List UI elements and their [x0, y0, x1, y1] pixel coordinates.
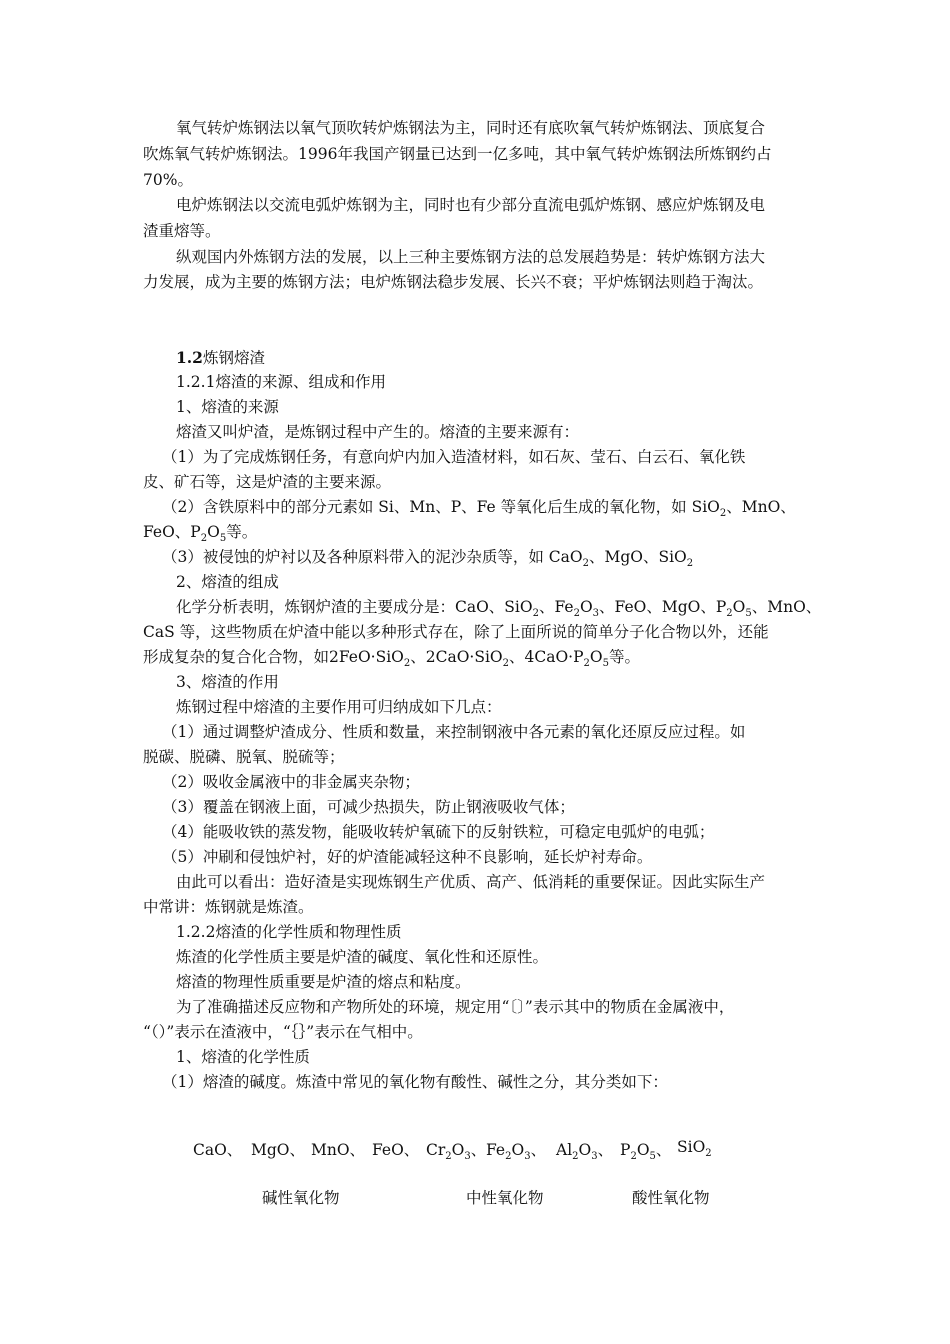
text-run: O [451, 1141, 465, 1159]
paragraph-line: CaS 等，这些物质在炉渣中能以多种形式存在，除了上面所说的简单分子化合物以外，还能 [143, 623, 769, 641]
list-item: （3）覆盖在钢液上面，可减少热损失，防止钢液吸收气体； [162, 798, 575, 816]
list-item [162, 545, 693, 570]
text-run: O [511, 1141, 525, 1159]
list-item [162, 495, 796, 520]
paragraph-line: 70%。 [143, 171, 193, 189]
paragraph-line: 吹炼氧气转炉炼钢法。1996年我国产钢量已达到一亿多吨，其中氧气转炉炼钢法所炼钢约占 [143, 145, 772, 163]
list-item-continued [143, 520, 257, 545]
label-neutral-oxides: 中性氧化物 [466, 1189, 544, 1207]
subsection-heading-1-2-2: 1.2.2熔渣的化学性质和物理性质 [176, 923, 402, 941]
subscript: 2 [572, 1151, 579, 1162]
heading-chemical-properties: 1、熔渣的化学性质 [176, 1048, 310, 1066]
subscript: 2 [630, 1151, 637, 1162]
paragraph-line: 由此可以看出：造好渣是实现炼钢生产优质、高产、低消耗的重要保证。因此实际生产 [176, 873, 766, 891]
subscript: 3 [524, 1151, 531, 1162]
paragraph-line: 电炉炼钢法以交流电弧炉炼钢为主，同时也有少部分直流电弧炉炼钢、感应炉炼钢及电 [176, 196, 766, 214]
text-run: Al [556, 1141, 573, 1159]
list-item: （1）通过调整炉渣成分、性质和数量，来控制钢液中各元素的氧化还原反应过程。如 [162, 723, 746, 741]
subscript: 2 [200, 533, 208, 544]
text-run: O [589, 648, 603, 666]
text-run: （2）含铁原料中的部分元素如 Si、Mn、P、Fe 等氧化后生成的氧化物，如 SiO [162, 498, 720, 516]
label-basic-oxides: 碱性氧化物 [262, 1189, 340, 1207]
list-item: （2）吸收金属液中的非金属夹杂物； [162, 773, 420, 791]
subscript: 2 [705, 1148, 712, 1159]
paragraph-line: 为了准确描述反应物和产物所处的环境，规定用“〔〕”表示其中的物质在金属液中， [176, 998, 735, 1016]
section-number: 1.2 [176, 348, 203, 367]
paragraph-line: 氧气转炉炼钢法以氧气顶吹转炉炼钢法为主，同时还有底吹氧气转炉炼钢法、顶底复合 [176, 119, 766, 137]
text-run: 、Fe [538, 598, 574, 616]
subscript: 2 [573, 608, 580, 619]
subscript: 3 [464, 1151, 471, 1162]
text-run: Cr [426, 1141, 446, 1159]
paragraph-line: “（）”表示在渣液中，“｛｝”表示在气相中。 [143, 1023, 423, 1041]
subscript: 2 [505, 1151, 512, 1162]
subscript: 3 [591, 1151, 598, 1162]
text-run: 、 [655, 1141, 672, 1159]
subscript: 2 [403, 658, 411, 669]
oxide-fe2o3 [486, 1138, 546, 1160]
section-title: 炼钢熔渣 [202, 349, 265, 367]
list-item: （4）能吸收铁的蒸发物，能吸收转炉氧硫下的反射铁粒，可稳定电弧炉的电弧； [162, 823, 715, 841]
oxide-cr2o3 [426, 1138, 486, 1160]
text-run: 、 [530, 1141, 547, 1159]
text-run: SiO [677, 1138, 706, 1156]
oxide-sio2 [677, 1138, 712, 1159]
subscript: 2 [719, 508, 727, 519]
oxide-p2o5 [620, 1138, 671, 1160]
text-run: 、 [597, 1141, 614, 1159]
subscript: 2 [445, 1151, 452, 1162]
subscript: 2 [583, 658, 590, 669]
text-run: FeO、P [143, 523, 201, 541]
paragraph-line: 熔渣的物理性质重要是炉渣的熔点和粘度。 [176, 973, 471, 991]
heading-slag-function: 3、熔渣的作用 [176, 673, 279, 691]
list-item: （5）冲刷和侵蚀炉衬，好的炉渣能减轻这种不良影响，延长炉衬寿命。 [162, 848, 653, 866]
heading-slag-source: 1、熔渣的来源 [176, 398, 279, 416]
oxide-mno: MnO、 [311, 1141, 366, 1159]
text-run: O [578, 1141, 592, 1159]
list-item: （1）为了完成炼钢任务，有意向炉内加入造渣材料，如石灰、莹石、白云石、氧化铁 [162, 448, 746, 466]
text-run: 、MnO、 [751, 598, 822, 616]
list-item-continued: 皮、矿石等，这是炉渣的主要来源。 [143, 473, 392, 491]
subscript: 2 [686, 558, 694, 569]
text-run: 、MnO、 [726, 498, 796, 516]
paragraph-line [143, 645, 640, 670]
paragraph-line: 炼渣的化学性质主要是炉渣的碱度、氧化性和还原性。 [176, 948, 549, 966]
text-run: 、MgO、SiO [588, 548, 687, 566]
subscript: 2 [582, 558, 589, 569]
subscript: 5 [602, 658, 610, 669]
text-run: （3）被侵蚀的炉衬以及各种原料带入的泥沙杂质等，如 CaO [162, 548, 583, 566]
paragraph-line: 力发展，成为主要的炼钢方法；电炉炼钢法稳步发展、长兴不衰；平炉炼钢法则趋于淘汰。 [143, 273, 764, 291]
text-run: O [636, 1141, 650, 1159]
text-run: 、 [470, 1141, 487, 1159]
text-run: 化学分析表明，炼钢炉渣的主要成分是：CaO、SiO [176, 598, 533, 616]
subscript: 5 [745, 608, 752, 619]
text-run: O [579, 598, 593, 616]
heading-slag-composition: 2、熔渣的组成 [176, 573, 279, 591]
text-run: 等。 [226, 523, 258, 541]
text-run: 形成复杂的复合化合物，如2FeO·SiO [143, 648, 404, 666]
paragraph-line: 纵观国内外炼钢方法的发展，以上三种主要炼钢方法的总发展趋势是：转炉炼钢方法大 [176, 248, 766, 266]
section-heading-1-2 [176, 345, 265, 371]
oxide-al2o3 [556, 1138, 613, 1160]
list-item-continued: 脱碳、脱磷、脱氧、脱硫等； [143, 748, 345, 766]
oxide-cao: CaO、 [193, 1141, 243, 1159]
subscript: 2 [502, 658, 510, 669]
subscript: 2 [532, 608, 539, 619]
text-run: Fe [486, 1141, 506, 1159]
paragraph-line: 炼钢过程中熔渣的主要作用可归纳成如下几点： [176, 698, 502, 716]
oxide-feo: FeO、 [372, 1141, 420, 1159]
paragraph-line: 熔渣又叫炉渣，是炼钢过程中产生的。熔渣的主要来源有： [176, 423, 580, 441]
paragraph-line: 中常讲：炼钢就是炼渣。 [143, 898, 314, 916]
text-run: O [207, 523, 220, 541]
text-run: 、FeO、MgO、P [599, 598, 727, 616]
subscript: 5 [219, 533, 227, 544]
text-run: 、2CaO·SiO [410, 648, 503, 666]
paragraph-line [176, 595, 821, 620]
text-run: 、4CaO·P [509, 648, 584, 666]
label-acidic-oxides: 酸性氧化物 [632, 1189, 710, 1207]
subsection-heading-1-2-1: 1.2.1熔渣的来源、组成和作用 [176, 373, 386, 391]
text-run: 等。 [609, 648, 641, 666]
subscript: 5 [649, 1151, 656, 1162]
subscript: 2 [726, 608, 733, 619]
list-item: （1）熔渣的碱度。炼渣中常见的氧化物有酸性、碱性之分，其分类如下： [162, 1073, 668, 1091]
text-run: P [620, 1141, 631, 1159]
text-run: O [732, 598, 746, 616]
subscript: 3 [592, 608, 600, 619]
oxide-mgo: MgO、 [251, 1141, 306, 1159]
paragraph-line: 渣重熔等。 [143, 222, 221, 240]
